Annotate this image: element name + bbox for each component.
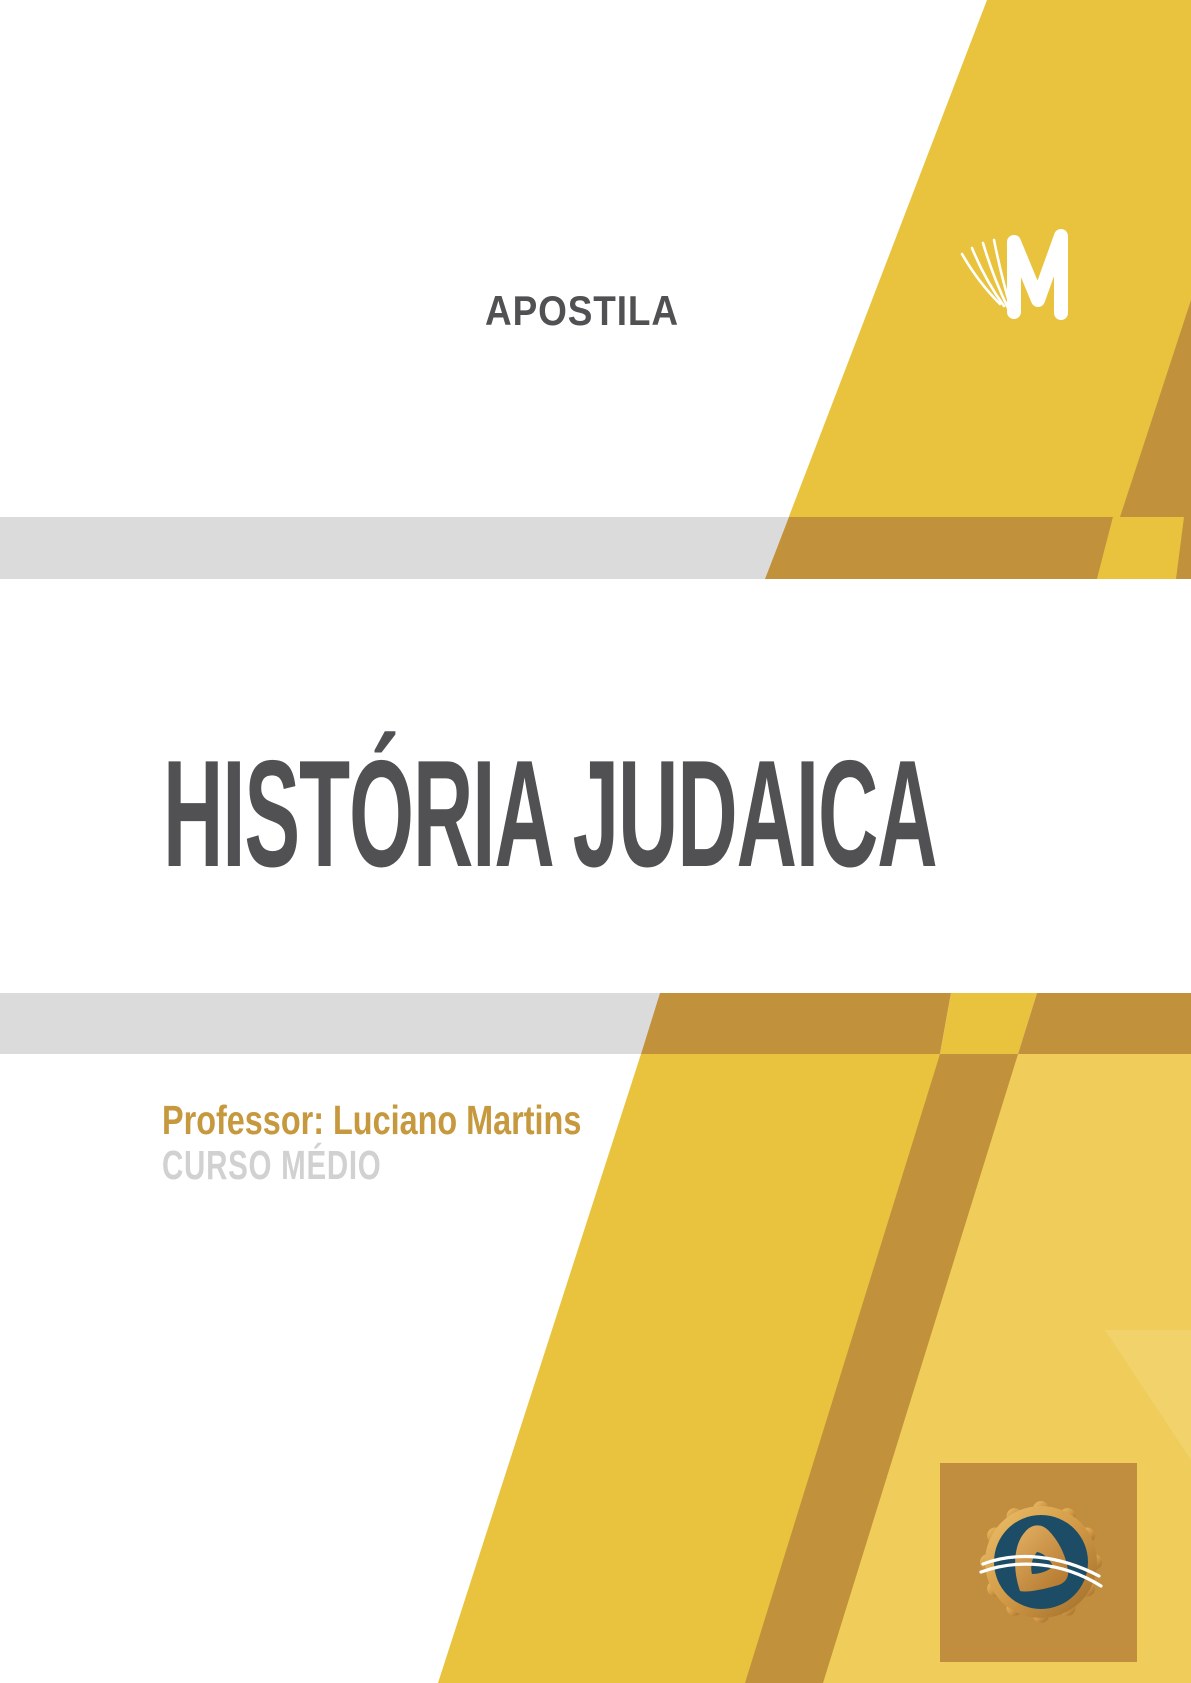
a-seal-badge-icon [975, 1496, 1107, 1628]
apostila-label: APOSTILA [485, 287, 679, 334]
course-level-label: CURSO MÉDIO [162, 1142, 382, 1188]
gray-band-1 [0, 517, 789, 579]
band1-tan-left [765, 517, 1113, 579]
m-swoosh-logo-icon [950, 220, 1090, 330]
page-title: HISTÓRIA JUDAICA [163, 729, 937, 899]
band2-tan-right [1018, 993, 1191, 1054]
professor-line: Professor: Luciano Martins [162, 1097, 582, 1143]
gray-band-2 [0, 993, 660, 1054]
band2-tan-left [641, 993, 951, 1054]
